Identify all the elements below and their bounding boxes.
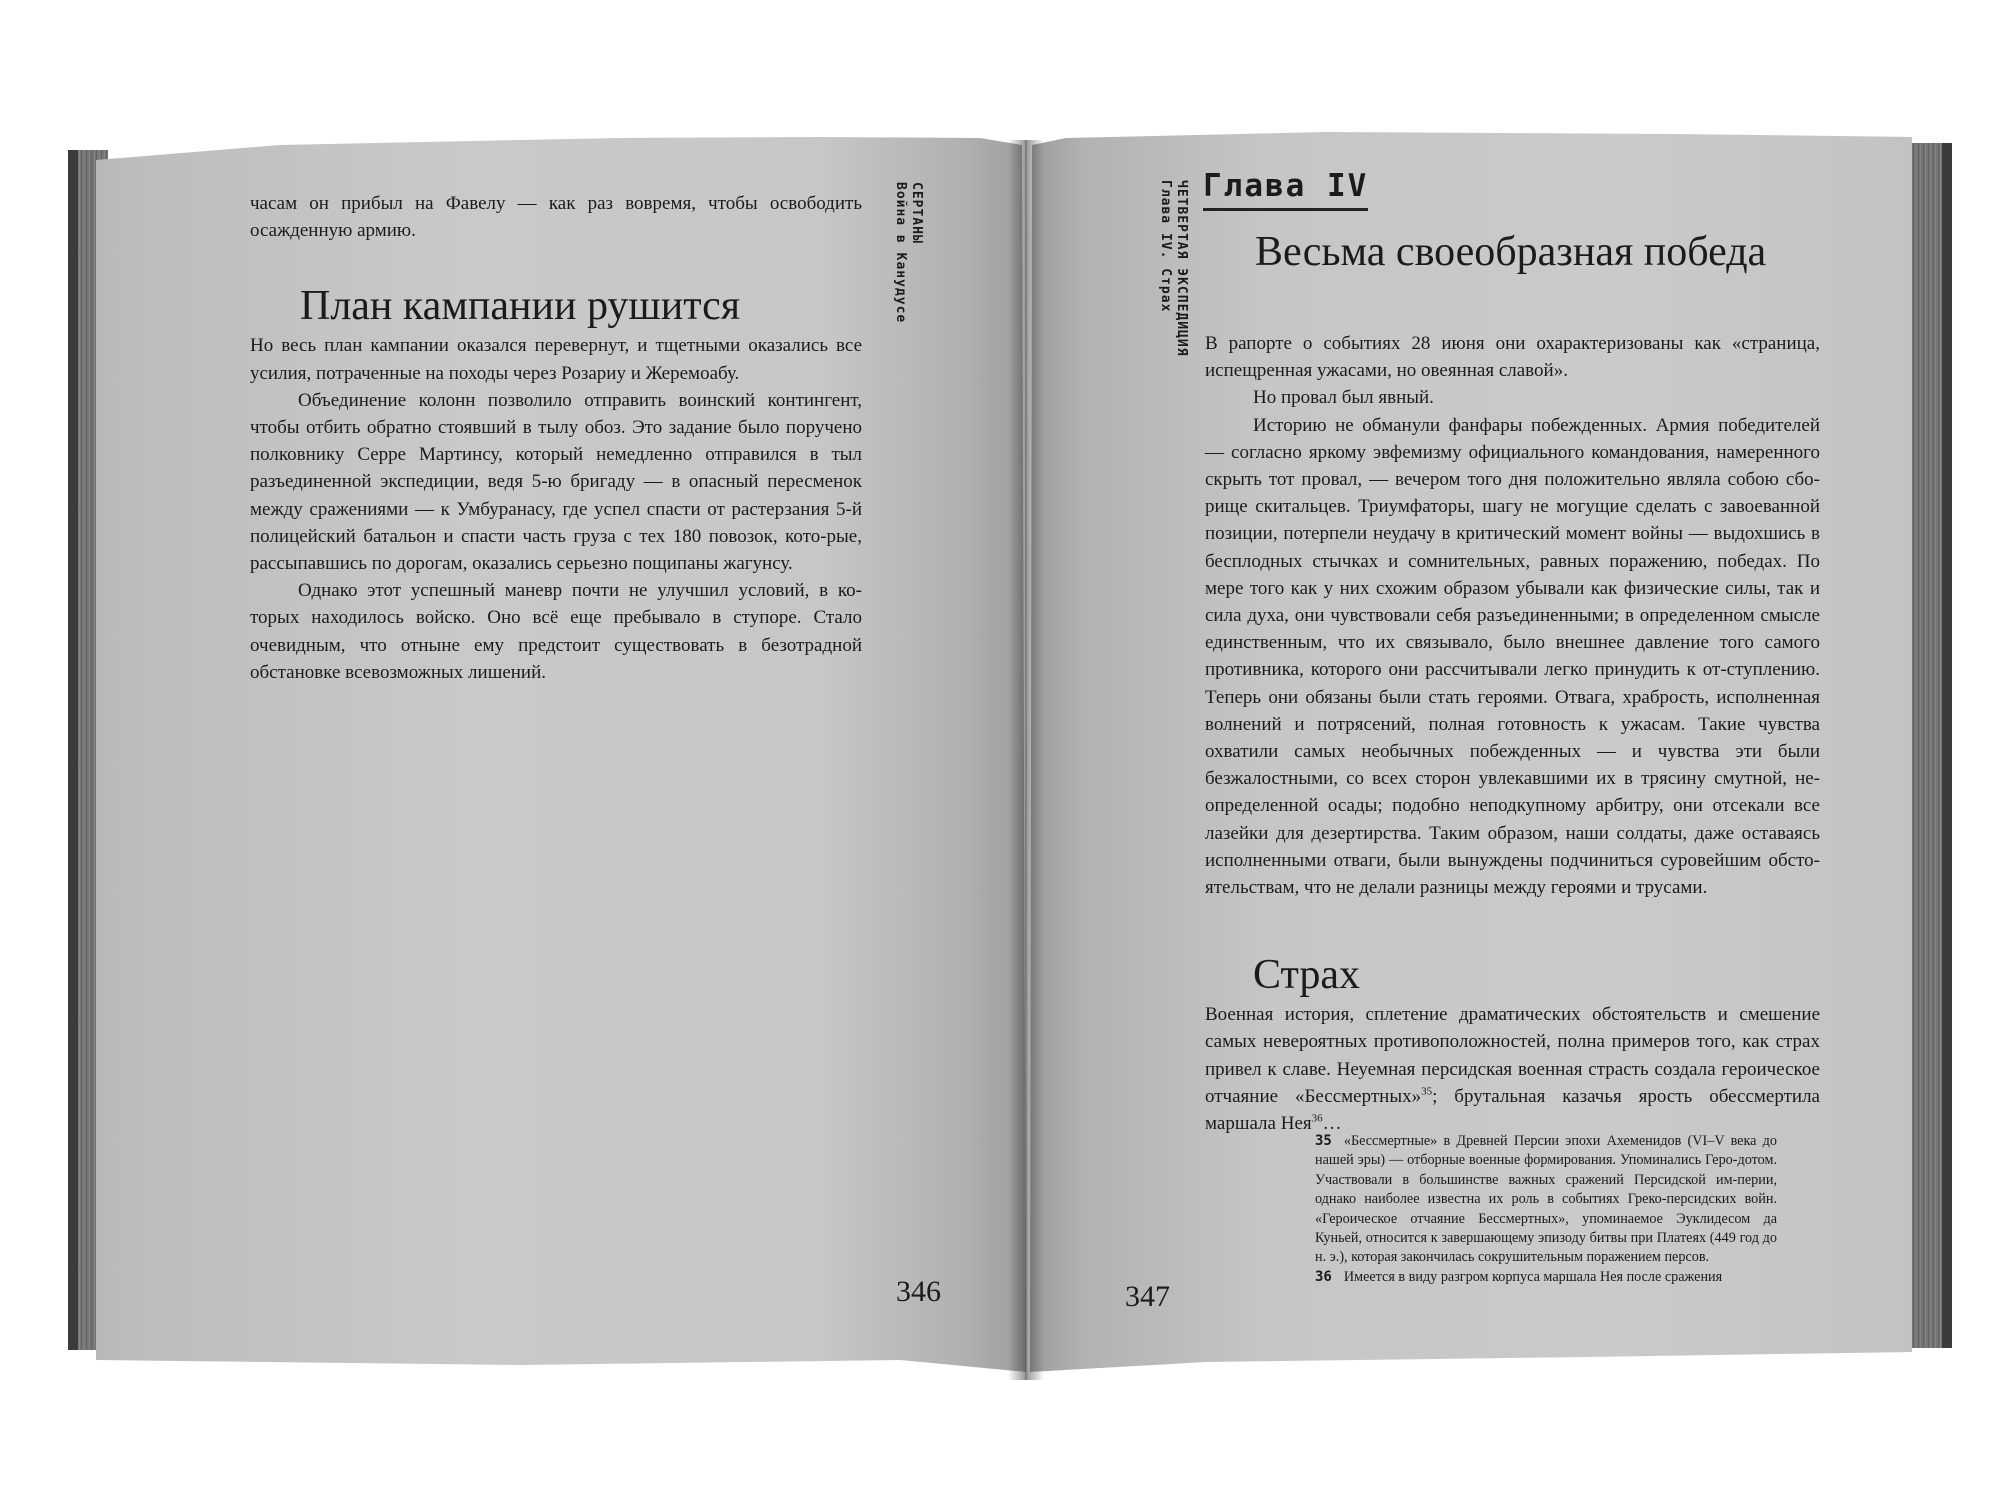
footnote-text: Имеется в виду разгром корпуса маршала Нея после сражения xyxy=(1343,1268,1723,1285)
footnotes xyxy=(1315,1132,1777,1287)
running-head-expedition: ЧЕТВЕРТАЯ ЭКСПЕДИЦИЯ xyxy=(1174,180,1189,357)
fear-text: … xyxy=(1322,1113,1342,1135)
right-running-head xyxy=(1157,180,1189,357)
chapter-label: Глава IV xyxy=(1203,168,1368,211)
left-text-column xyxy=(250,190,862,686)
left-intro-paragraph: часам он прибыл на Фавелу — как раз вовремя, чтобы освободить осажденную армию. xyxy=(250,193,862,242)
right-paragraph: В рапорте о событиях 28 июня они охарактеризованы как «страница, испещренная ужасами, но овеянная славой». xyxy=(1205,333,1820,382)
right-text-column xyxy=(1205,330,1820,1137)
running-head-chapter: Глава IV. Страх xyxy=(1158,180,1173,313)
footnote xyxy=(1315,1132,1777,1268)
footnote-number: 35 xyxy=(1315,1133,1332,1149)
footnote-number: 36 xyxy=(1315,1268,1332,1285)
fear-text: ; брутальная казачья ярость обессмертила маршала Нея xyxy=(1205,1085,1820,1135)
right-paragraph: Историю не обманули фанфары побежденных. Армия победителей — согласно яркому эвфемизму официального командования, намеренного скрыть тот провал, — вечером того дня положительно являла собою сбо-рище скитальцев. Триумфаторы, шагу не могущие сделать с завоеванной позиции, потерпели неудачу в критический момент войны — выдохшись в бесплодных стычках и сомнительных, равных поражению, победах. По мере того как у них схожим образом убывали как физические силы, так и сила духа, они чувствовали себя разъединенными; в определенном смысле единственным, что их связывало, было внешнее давление того самого противника, которого они рассчитывали легко принудить к от-ступлению. Теперь они обязаны были стать героями. Отвага, храбрость, исполненная волнений и потрясений, полная готовность к ужасам. Такие чувства охватили самых необычных побежденных — и чувства эти были безжалостными, со всех сторон увлекавшими их в трясину смутной, не-определенной осады; подобно неподкупному арбитру, они отсекали все лазейки для дезертирства. Таким образом, наши солдаты, даже оставаясь исполненными отваги, были вынуждены подчиниться суровейшим обсто-ятельствам, что не делали разницы между героями и трусами. xyxy=(1205,414,1820,899)
running-head-part: Война в Канудусе xyxy=(893,182,908,324)
right-page-edges xyxy=(1912,143,1952,1348)
section-heading-plan: План кампании рушится xyxy=(300,283,741,330)
chapter-title: Весьма своеобразная победа xyxy=(1255,229,1767,275)
book-gutter xyxy=(1008,140,1044,1380)
left-paragraph: Но весь план кампании оказался перевернут, и тщетными оказались все усилия, потраченные на походы через Розариу и Жеремоабу. xyxy=(250,335,862,384)
fear-paragraph xyxy=(1205,1001,1820,1137)
left-running-head xyxy=(892,182,924,323)
page-number-left: 346 xyxy=(896,1275,941,1308)
footnote-text: «Бессмертные» в Древней Персии эпохи Ахеменидов (VI–V века до нашей эры) — отборные военные формирования. Упоминались Геро-дотом. Участвовали в большинстве важных сражений Персидской им-перии, однако наиболее известна их роль в событиях Греко-персидских войн. «Героическое отчаяние Бессмертных», упоминаемое Эуклидесом да Куньей, относится к завершающему эпизоду битвы при Платеях (449 год до н. э.), которая закончилась сокрушительным поражением персов. xyxy=(1315,1133,1777,1266)
footnote-ref-35[interactable]: 35 xyxy=(1421,1085,1433,1098)
left-paragraph: Объединение колонн позволило отправить воинский контингент, чтобы отбить обратно стоявший в тылу обоз. Это задание было поручено полковнику Серре Мартинсу, который немедленно отправился в тыл разъединенной экспедиции, ведя 5-ю бригаду — в опасный пересменок между сражениями — к Умбуранасу, где успел спасти от растерзания 5-й полицейский батальон и спасти часть груза с тех 180 повозок, кото-рые, рассыпавшись по дорогам, оказались серьезно пощипаны жагунсу. xyxy=(250,389,862,575)
running-head-book-title: СЕРТАНЫ xyxy=(909,182,924,244)
section-heading-fear: Страх xyxy=(1253,952,1360,999)
fear-text: Военная история, сплетение драматических обстоятельств и смешение самых невероятных противоположностей, полна примеров того, как страх привел к славе. Неуемная персидская военная страсть создала героическое отчаяние «Бессмертных» xyxy=(1205,1004,1820,1107)
left-paragraph: Однако этот успешный маневр почти не улучшил условий, в ко-торых находилось войско. Оно всё еще пребывало в ступоре. Стало очевидным, что отныне ему предстоит существовать в безотрадной обстановке всевозможных лишений. xyxy=(250,580,862,683)
footnote-ref-36[interactable]: 36 xyxy=(1311,1112,1323,1125)
footnote xyxy=(1315,1268,1777,1287)
right-paragraph: Но провал был явный. xyxy=(1253,387,1434,409)
page-number-right: 347 xyxy=(1125,1280,1170,1313)
